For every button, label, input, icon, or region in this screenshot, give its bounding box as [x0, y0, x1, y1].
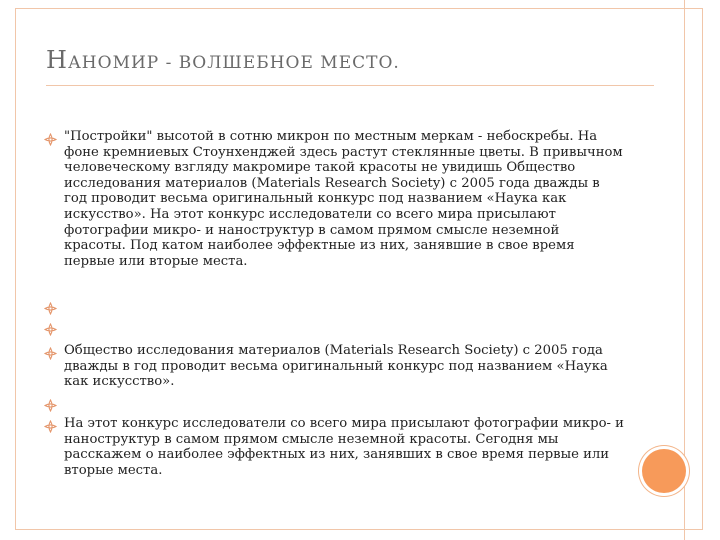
paragraph-6: На этот конкурс исследователи со всего мира присылают фотографии микро- и наноструктур в самом прямом смысле неземной красоты. Сегодня мы расскажем о наиболее эффектных из них, занявших в свое время первые или вторые места.	[64, 416, 624, 478]
lozenge-bullet-icon	[44, 420, 57, 433]
lozenge-bullet-icon	[44, 302, 57, 315]
decorative-orange-circle	[642, 449, 686, 493]
lozenge-bullet-icon	[44, 399, 57, 412]
lozenge-bullet-icon	[44, 347, 57, 360]
lozenge-bullet-icon	[44, 133, 57, 146]
paragraph-1: "Постройки" высотой в сотню микрон по местным меркам - небоскребы. На фоне кремниевых Стоунхенджей здесь растут стеклянные цветы. В привычном человеческому взгляду макромире такой красоты не увидишь Общество исследования материалов (Materials Research Society) с 2005 года дважды в год проводит весьма оригинальный конкурс под названием «Наука как искусство». На этот конкурс исследователи со всего мира присылают фотографии микро- и наноструктур в самом прямом смысле неземной красоты. Под катом наиболее эффектные из них, занявшие в свое время первые или вторые места.	[64, 129, 623, 269]
slide-title-initial: Н	[46, 46, 68, 74]
paragraph-4: Общество исследования материалов (Materials Research Society) с 2005 года дважды в год проводит весьма оригинальный конкурс под названием «Наука как искусство».	[64, 343, 608, 390]
frame-right-line	[684, 0, 685, 540]
title-rule	[46, 85, 654, 86]
slide-title	[46, 38, 400, 76]
slide-title-rest: АНОМИР - ВОЛШЕБНОЕ МЕСТО.	[67, 53, 400, 73]
lozenge-bullet-icon	[44, 323, 57, 336]
